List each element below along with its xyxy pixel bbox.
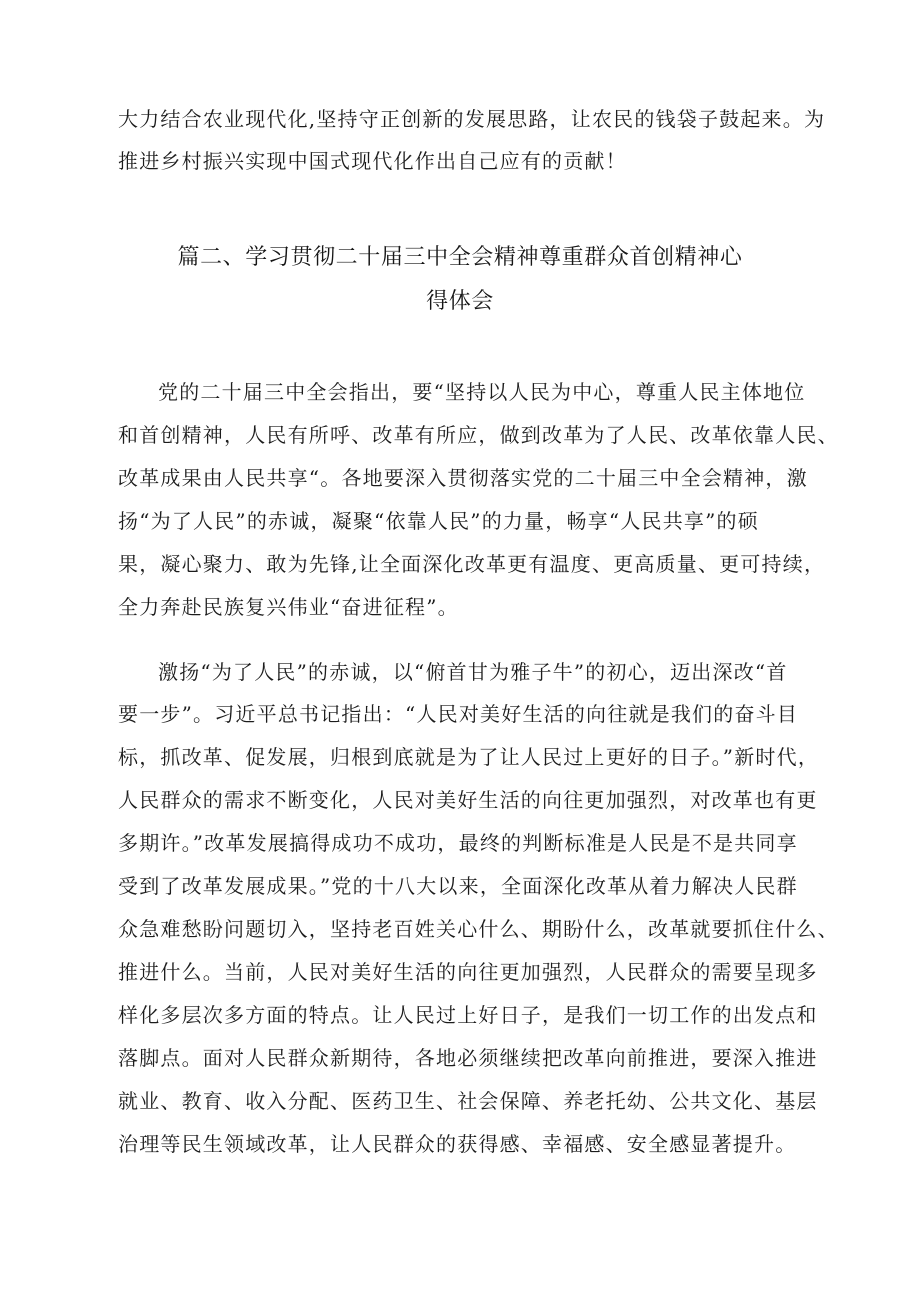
text-line: 样化多层次多方面的特点。让人民过上好日子，是我们一切工作的出发点和 (118, 1003, 818, 1027)
text-line: 推进什么。当前，人民对美好生活的向往更加强烈，人民群众的需要呈现多 (118, 960, 818, 984)
text-line: 要一步”。习近平总书记指出：“人民对美好生活的向往就是我们的奋斗目 (118, 702, 799, 726)
text-line: 果，凝心聚力、敢为先锋,让全面深化改革更有温度、更高质量、更可持续， (118, 552, 826, 576)
text-line: 推进乡村振兴实现中国式现代化作出自己应有的贡献！ (118, 149, 627, 173)
text-line: 标，抓改革、促发展，归根到底就是为了让人民过上更好的日子。”新时代， (118, 745, 820, 769)
text-line: 激扬“为了人民”的赤诚，以“俯首甘为雅子牛”的初心，迈出深改“首 (158, 660, 788, 684)
text-line: 扬“为了人民”的赤诚，凝聚“依靠人民”的力量，畅享“人民共享”的硕 (118, 509, 759, 533)
text-line: 党的二十届三中全会指出，要“坚持以人民为中心，尊重人民主体地位 (158, 380, 806, 404)
text-line: 落脚点。面对人民群众新期待，各地必须继续把改革向前推进，要深入推进 (118, 1046, 818, 1070)
section-title-line: 得体会 (426, 289, 494, 314)
text-line: 全力奔赴民族复兴伟业“奋进征程”。 (118, 595, 459, 619)
text-line: 人民群众的需求不断变化，人民对美好生活的向往更加强烈，对改革也有更 (118, 788, 818, 812)
text-line: 受到了改革发展成果。”党的十八大以来，全面深化改革从着力解决人民群 (118, 874, 798, 898)
section-title-line: 篇二、学习贯彻二十届三中全会精神尊重群众首创精神心 (177, 245, 743, 270)
text-line: 众急难愁盼问题切入，坚持老百姓关心什么、期盼什么，改革就要抓住什么、 (118, 917, 839, 941)
text-line: 多期许。”改革发展搞得成功不成功，最终的判断标准是人民是不是共同享 (118, 831, 798, 855)
text-line: 改革成果由人民共享“。各地要深入贯彻落实党的二十届三中全会精神，激 (118, 466, 808, 490)
text-line: 就业、教育、收入分配、医药卫生、社会保障、养老托幼、公共文化、基层 (118, 1089, 818, 1113)
text-line: 治理等民生领域改革，让人民群众的获得感、幸福感、安全感显著提升。 (118, 1132, 797, 1156)
text-line: 和首创精神，人民有所呼、改革有所应，做到改革为了人民、改革依靠人民、 (118, 423, 839, 447)
text-line: 大力结合农业现代化,坚持守正创新的发展思路，让农民的钱袋子鼓起来。为 (118, 107, 826, 131)
